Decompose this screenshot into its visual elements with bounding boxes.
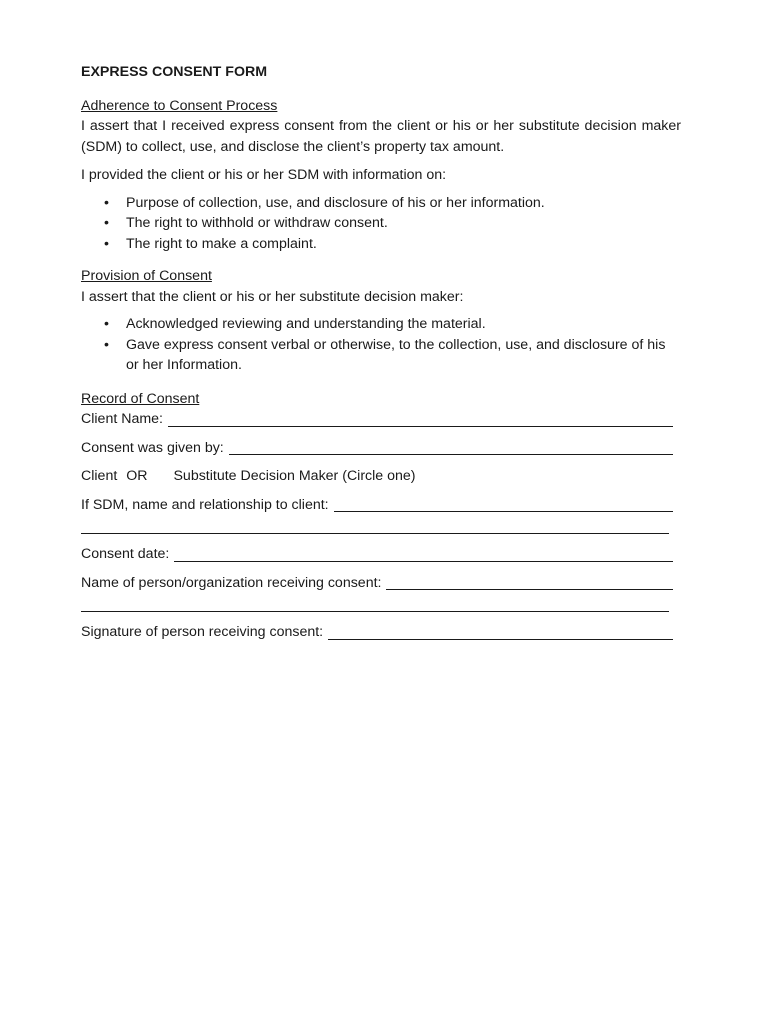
section-heading-record: Record of Consent [81, 390, 200, 407]
receiver-name-field-continued[interactable] [81, 595, 669, 612]
option-client[interactable]: Client [81, 468, 118, 484]
list-item [81, 314, 681, 335]
receiver-name-field[interactable] [386, 588, 673, 590]
form-title: EXPRESS CONSENT FORM [81, 64, 268, 80]
signature-field[interactable] [328, 638, 673, 640]
option-sdm[interactable]: Substitute Decision Maker (Circle one) [173, 468, 416, 484]
list-item-text: The right to withhold or withdraw consent. [126, 215, 388, 231]
bullet-icon: • [104, 316, 109, 332]
list-item-text: Acknowledged reviewing and understanding the material. [126, 316, 486, 332]
section-record [81, 389, 681, 643]
client-name-field[interactable] [168, 425, 673, 427]
sdm-name-row [81, 495, 673, 516]
consent-date-row [81, 544, 673, 565]
circle-one-row [81, 466, 681, 487]
provision-list [81, 314, 681, 376]
signature-row [81, 622, 673, 643]
consent-date-label: Consent date: [81, 546, 170, 562]
sdm-name-field[interactable] [334, 510, 673, 512]
list-item [81, 193, 681, 214]
section-heading-provision: Provision of Consent [81, 268, 212, 284]
consent-form [81, 62, 681, 643]
section-adherence [81, 96, 681, 255]
bullet-icon: • [104, 235, 109, 252]
client-name-label: Client Name: [81, 411, 164, 427]
provision-intro: I assert that the client or his or her substitute decision maker: [81, 288, 464, 305]
consent-given-by-row [81, 438, 673, 459]
receiver-name-label: Name of person/organization receiving consent: [81, 574, 382, 591]
section-provision [81, 266, 681, 376]
list-item [81, 213, 681, 234]
sdm-name-label: If SDM, name and relationship to client: [81, 496, 329, 513]
information-list [81, 193, 681, 255]
assertion-paragraph: I assert that I received express consent from the client or his or her substitute decision maker (SDM) to collect, use, and disclose the client’s property tax amount. [81, 118, 681, 155]
bullet-icon: • [104, 194, 109, 211]
bullet-icon: • [104, 215, 109, 231]
list-item-text: The right to make a complaint. [126, 235, 317, 252]
receiver-name-row [81, 573, 673, 594]
consent-given-by-label: Consent was given by: [81, 439, 224, 456]
list-item [81, 335, 681, 376]
consent-given-by-field[interactable] [229, 453, 673, 455]
sdm-name-field-continued[interactable] [81, 517, 669, 534]
consent-date-field[interactable] [174, 560, 673, 562]
list-item-text: Purpose of collection, use, and disclosure of his or her information. [126, 194, 545, 211]
signature-label: Signature of person receiving consent: [81, 624, 324, 640]
client-name-row [81, 409, 673, 430]
information-intro: I provided the client or his or her SDM with information on: [81, 167, 447, 183]
option-or: OR [126, 468, 148, 484]
list-item [81, 234, 681, 255]
list-item-text: Gave express consent verbal or otherwise, to the collection, use, and disclosure of his or her Information. [126, 336, 666, 373]
bullet-icon: • [104, 336, 109, 353]
section-heading-adherence: Adherence to Consent Process [81, 97, 278, 114]
